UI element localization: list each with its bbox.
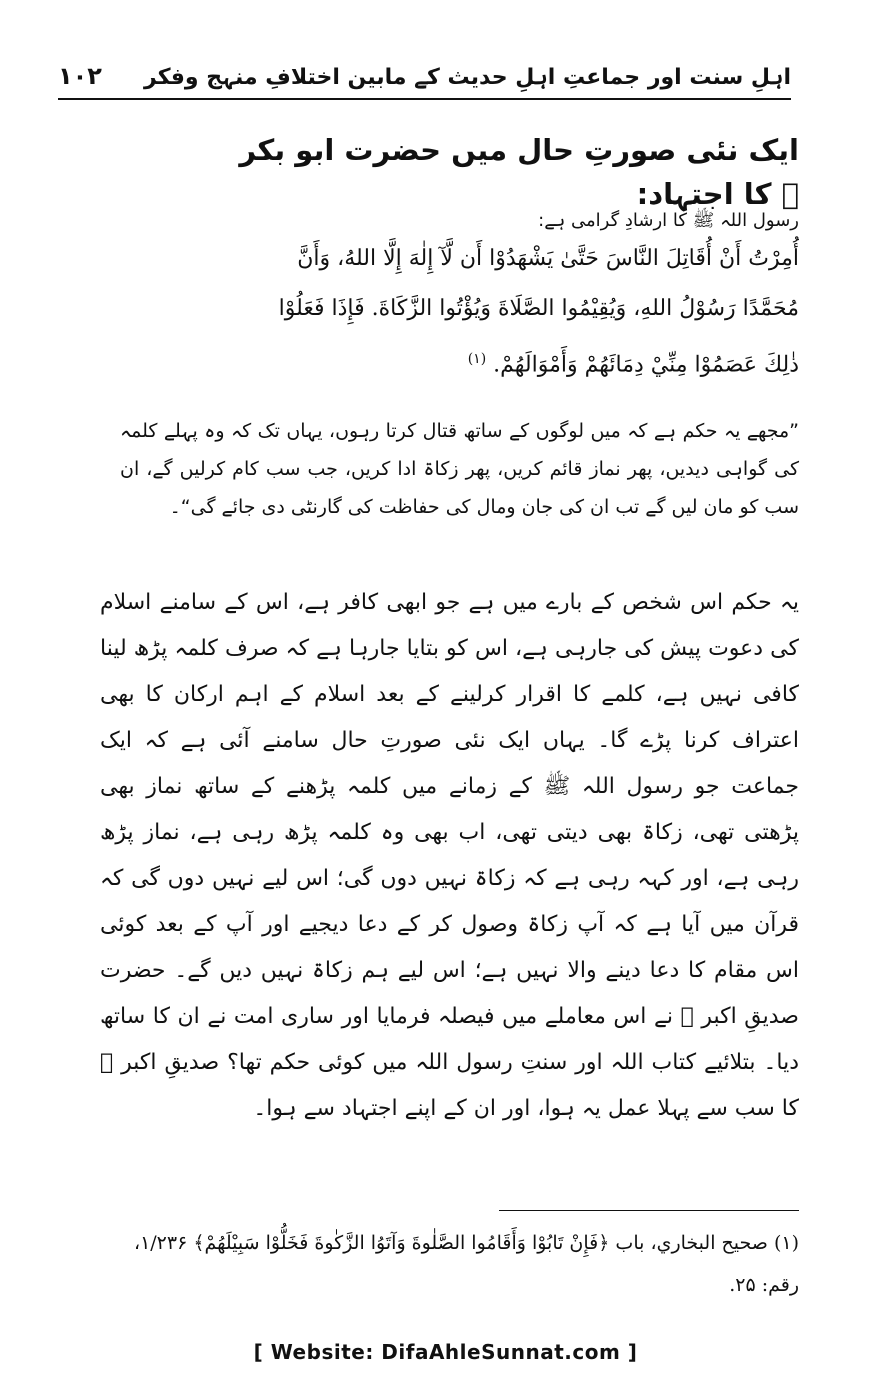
hadith-line: أُمِرْتُ أَنْ أُقَاتِلَ النَّاسَ حَتَّىٰ يَشْهَدُوْا أَن لَّآ إِلٰهَ إِلَّا اللهُ، وَأَنَّ bbox=[297, 246, 799, 271]
hadith-intro: رسول اللہ ﷺ کا ارشادِ گرامی ہے: bbox=[538, 210, 799, 231]
hadith-translation: ”مجھے یہ حکم ہے کہ میں لوگوں کے ساتھ قتال کرتا رہوں، یہاں تک کہ وہ پہلے کلمہ کی گواہی دیدیں، پھر نماز قائم کریں، پھر زکاۃ ادا کریں، جب سب کام کرلیں گے، ان سب کو مان لیں گے تب ان کی جان ومال کی حفاظت کی گارنٹی دی جائے گی“۔ bbox=[120, 420, 799, 518]
website-watermark: [ Website: DifaAhleSunnat.com ] bbox=[253, 1340, 638, 1364]
body-paragraph: یہ حکم اس شخص کے بارے میں ہے جو ابھی کافر ہے، اس کے سامنے اسلام کی دعوت پیش کی جارہی ہے، اس کو بتایا جارہا ہے کہ صرف کلمہ پڑھ لینا کافی نہیں ہے، کلمے کا اقرار کرلینے کے بعد اسلام کے اہم ارکان کا بھی اعتراف کرنا پڑے گا۔ یہاں ایک نئی صورتِ حال سامنے آئی ہے کہ ایک جماعت جو رسول اللہ ﷺ کے زمانے میں کلمہ پڑھنے کے ساتھ نماز بھی پڑھتی تھی، زکاۃ بھی دیتی تھی، اب بھی وہ کلمہ پڑھ رہی ہے، نماز پڑھ رہی ہے، اور کہہ رہی ہے کہ زکاۃ نہیں دوں گی؛ اس لیے نہیں دوں گی کہ قرآن میں آیا ہے کہ آپ زکاۃ وصول کر کے دعا دیجیے اور آپ کے بعد کوئی اس مقام کا دعا دینے والا نہیں ہے؛ اس لیے ہم زکاۃ نہیں دیں گے۔ حضرت صدیقِ اکبر ﷛ نے اس معاملے میں فیصلہ فرمایا اور ساری امت نے ان کا ساتھ دیا۔ بتلائیے کتاب اللہ اور سنتِ رسول اللہ میں کوئی حکم تھا؟ صدیقِ اکبر ﷛ کا سب سے پہلا عمل یہ ہوا، اور ان کے اپنے اجتہاد سے ہوا۔ bbox=[100, 590, 799, 1121]
footnote-marker: (۱) bbox=[467, 351, 487, 367]
hadith-line: مُحَمَّدًا رَسُوْلُ اللهِ، وَيُقِيْمُوا الصَّلَاةَ وَيُؤْتُوا الزَّكَاةَ. فَإِذَا فَعَلُوْا bbox=[278, 296, 799, 321]
footnote: (۱) صحيح البخاري، باب ﴿فَإِنْ تَابُوْا وَأَقَامُوا الصَّلٰوةَ وَآتَوُا الزَّكٰوةَ فَخَلُّوْا سَبِيْلَهُمْ﴾ ۱/۲۳۶، رقم: ۲۵. bbox=[133, 1232, 799, 1296]
hadith-line-text: ذٰلِكَ عَصَمُوْا مِنِّيْ دِمَائَهُمْ وَأَمْوَالَهُمْ. bbox=[493, 352, 799, 378]
hadith-arabic-text bbox=[120, 234, 799, 390]
running-header bbox=[58, 46, 791, 100]
hadith-line bbox=[120, 334, 799, 390]
running-title: اہلِ سنت اور جماعتِ اہلِ حدیث کے مابین اختلافِ منہج وفکر bbox=[144, 65, 791, 90]
section-heading: ایک نئی صورتِ حال میں حضرت ابو بکر ﷛ کا اجتہاد: bbox=[239, 133, 799, 211]
footnote-divider bbox=[499, 1210, 799, 1211]
page-number: ۱۰۲ bbox=[58, 62, 102, 90]
